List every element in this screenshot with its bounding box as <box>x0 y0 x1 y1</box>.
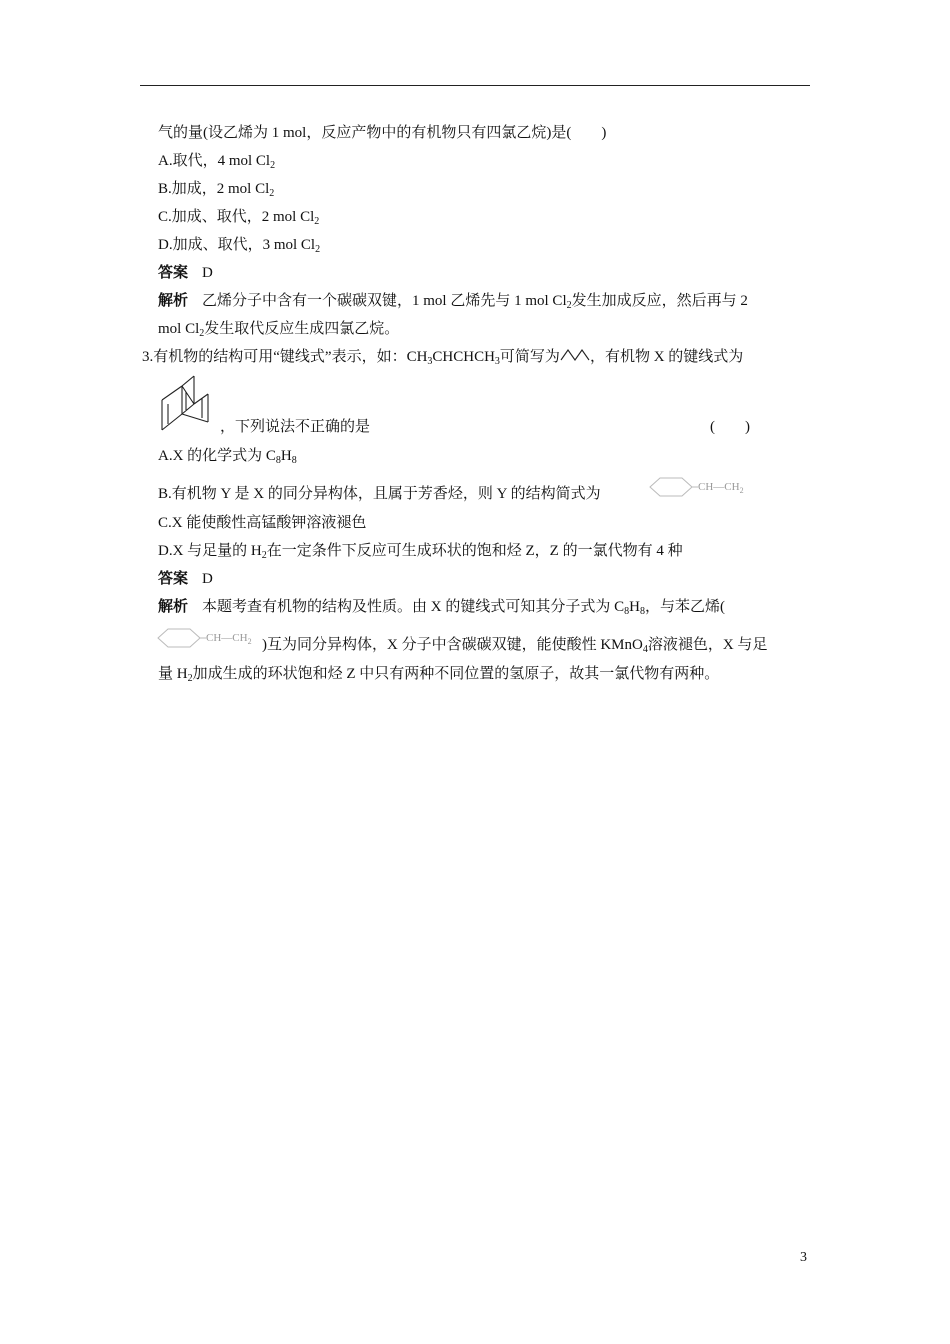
benzene-ring-image <box>648 476 698 498</box>
answer-label: 答案 <box>158 265 189 281</box>
q2-option-a: A.取代，4 mol $Cl_2$ <box>158 153 276 171</box>
q2-option-c: C.加成、取代，2 mol $Cl_2$ <box>158 209 320 227</box>
q3-analysis-line-3: 量 $H_2$加成生成的环状饱和烃 Z 中只有两种不同位置的氢原子，故其一氯代物有两种。 <box>158 666 720 684</box>
q2-analysis-line-1: 解析 乙烯分子中含有一个碳碳双键，1 mol 乙烯先与 1 mol $Cl_2$发生加成反应，然后再与 2 <box>158 293 748 311</box>
analysis-label: 解析 <box>158 293 189 309</box>
q2-analysis-line-2: mol $Cl_2$发生取代反应生成四氯乙烷。 <box>158 321 400 339</box>
q3-answer: 答案 D <box>158 571 213 587</box>
q3-analysis-line-2: )互为同分异构体，X 分子中含碳碳双键，能使酸性 KMnO$_4$溶液褪色，X 与足 <box>262 637 768 655</box>
header-rule <box>140 85 810 86</box>
page-number: 3 <box>800 1250 807 1265</box>
benzene-ring-image <box>156 627 206 649</box>
q3-analysis-line-1: 解析 本题考查有机物的结构及性质。由 X 的键线式可知其分子式为 $C_8H_8$，与苯乙烯( <box>158 599 725 617</box>
q3-answer-bracket: ( ) <box>710 419 750 435</box>
q3-option-d: D.X 与足量的 $H_2$在一定条件下反应可生成环状的饱和烃 Z，Z 的一氯代物有 4 种 <box>158 543 683 561</box>
butene-skeletal-formula-image <box>560 348 590 362</box>
answer-label: 答案 <box>158 571 189 587</box>
q3-stem: 3.有机物的结构可用“键线式”表示，如：$CH_3CHCHCH_3$可简写为 ，有机物 X 的键线式为 <box>142 349 744 367</box>
q2-stem-continuation: 气的量(设乙烯为 1 mol，反应产物中的有机物只有四氯乙烷)是( ) <box>158 125 607 141</box>
styrene-label: $CH—CH_2$ <box>698 481 744 495</box>
q2-option-d: D.加成、取代，3 mol $Cl_2$ <box>158 237 321 255</box>
q3-option-a: A.X 的化学式为 $C_8H_8$ <box>158 448 297 466</box>
analysis-label: 解析 <box>158 599 189 615</box>
styrene-structure-image-analysis <box>156 627 252 649</box>
q3-option-c: C.X 能使酸性高锰酸钾溶液褪色 <box>158 515 367 531</box>
q3-stem-continuation: ，下列说法不正确的是 <box>220 419 371 435</box>
molecule-x-skeletal-formula-image <box>158 372 220 434</box>
q2-option-b: B.加成，2 mol $Cl_2$ <box>158 181 275 199</box>
q2-answer: 答案 D <box>158 265 213 281</box>
q3-option-b: B.有机物 Y 是 X 的同分异构体，且属于芳香烃，则 Y 的结构简式为 <box>158 486 601 502</box>
styrene-label: $CH—CH_2$ <box>206 632 252 646</box>
styrene-structure-image <box>648 476 744 498</box>
